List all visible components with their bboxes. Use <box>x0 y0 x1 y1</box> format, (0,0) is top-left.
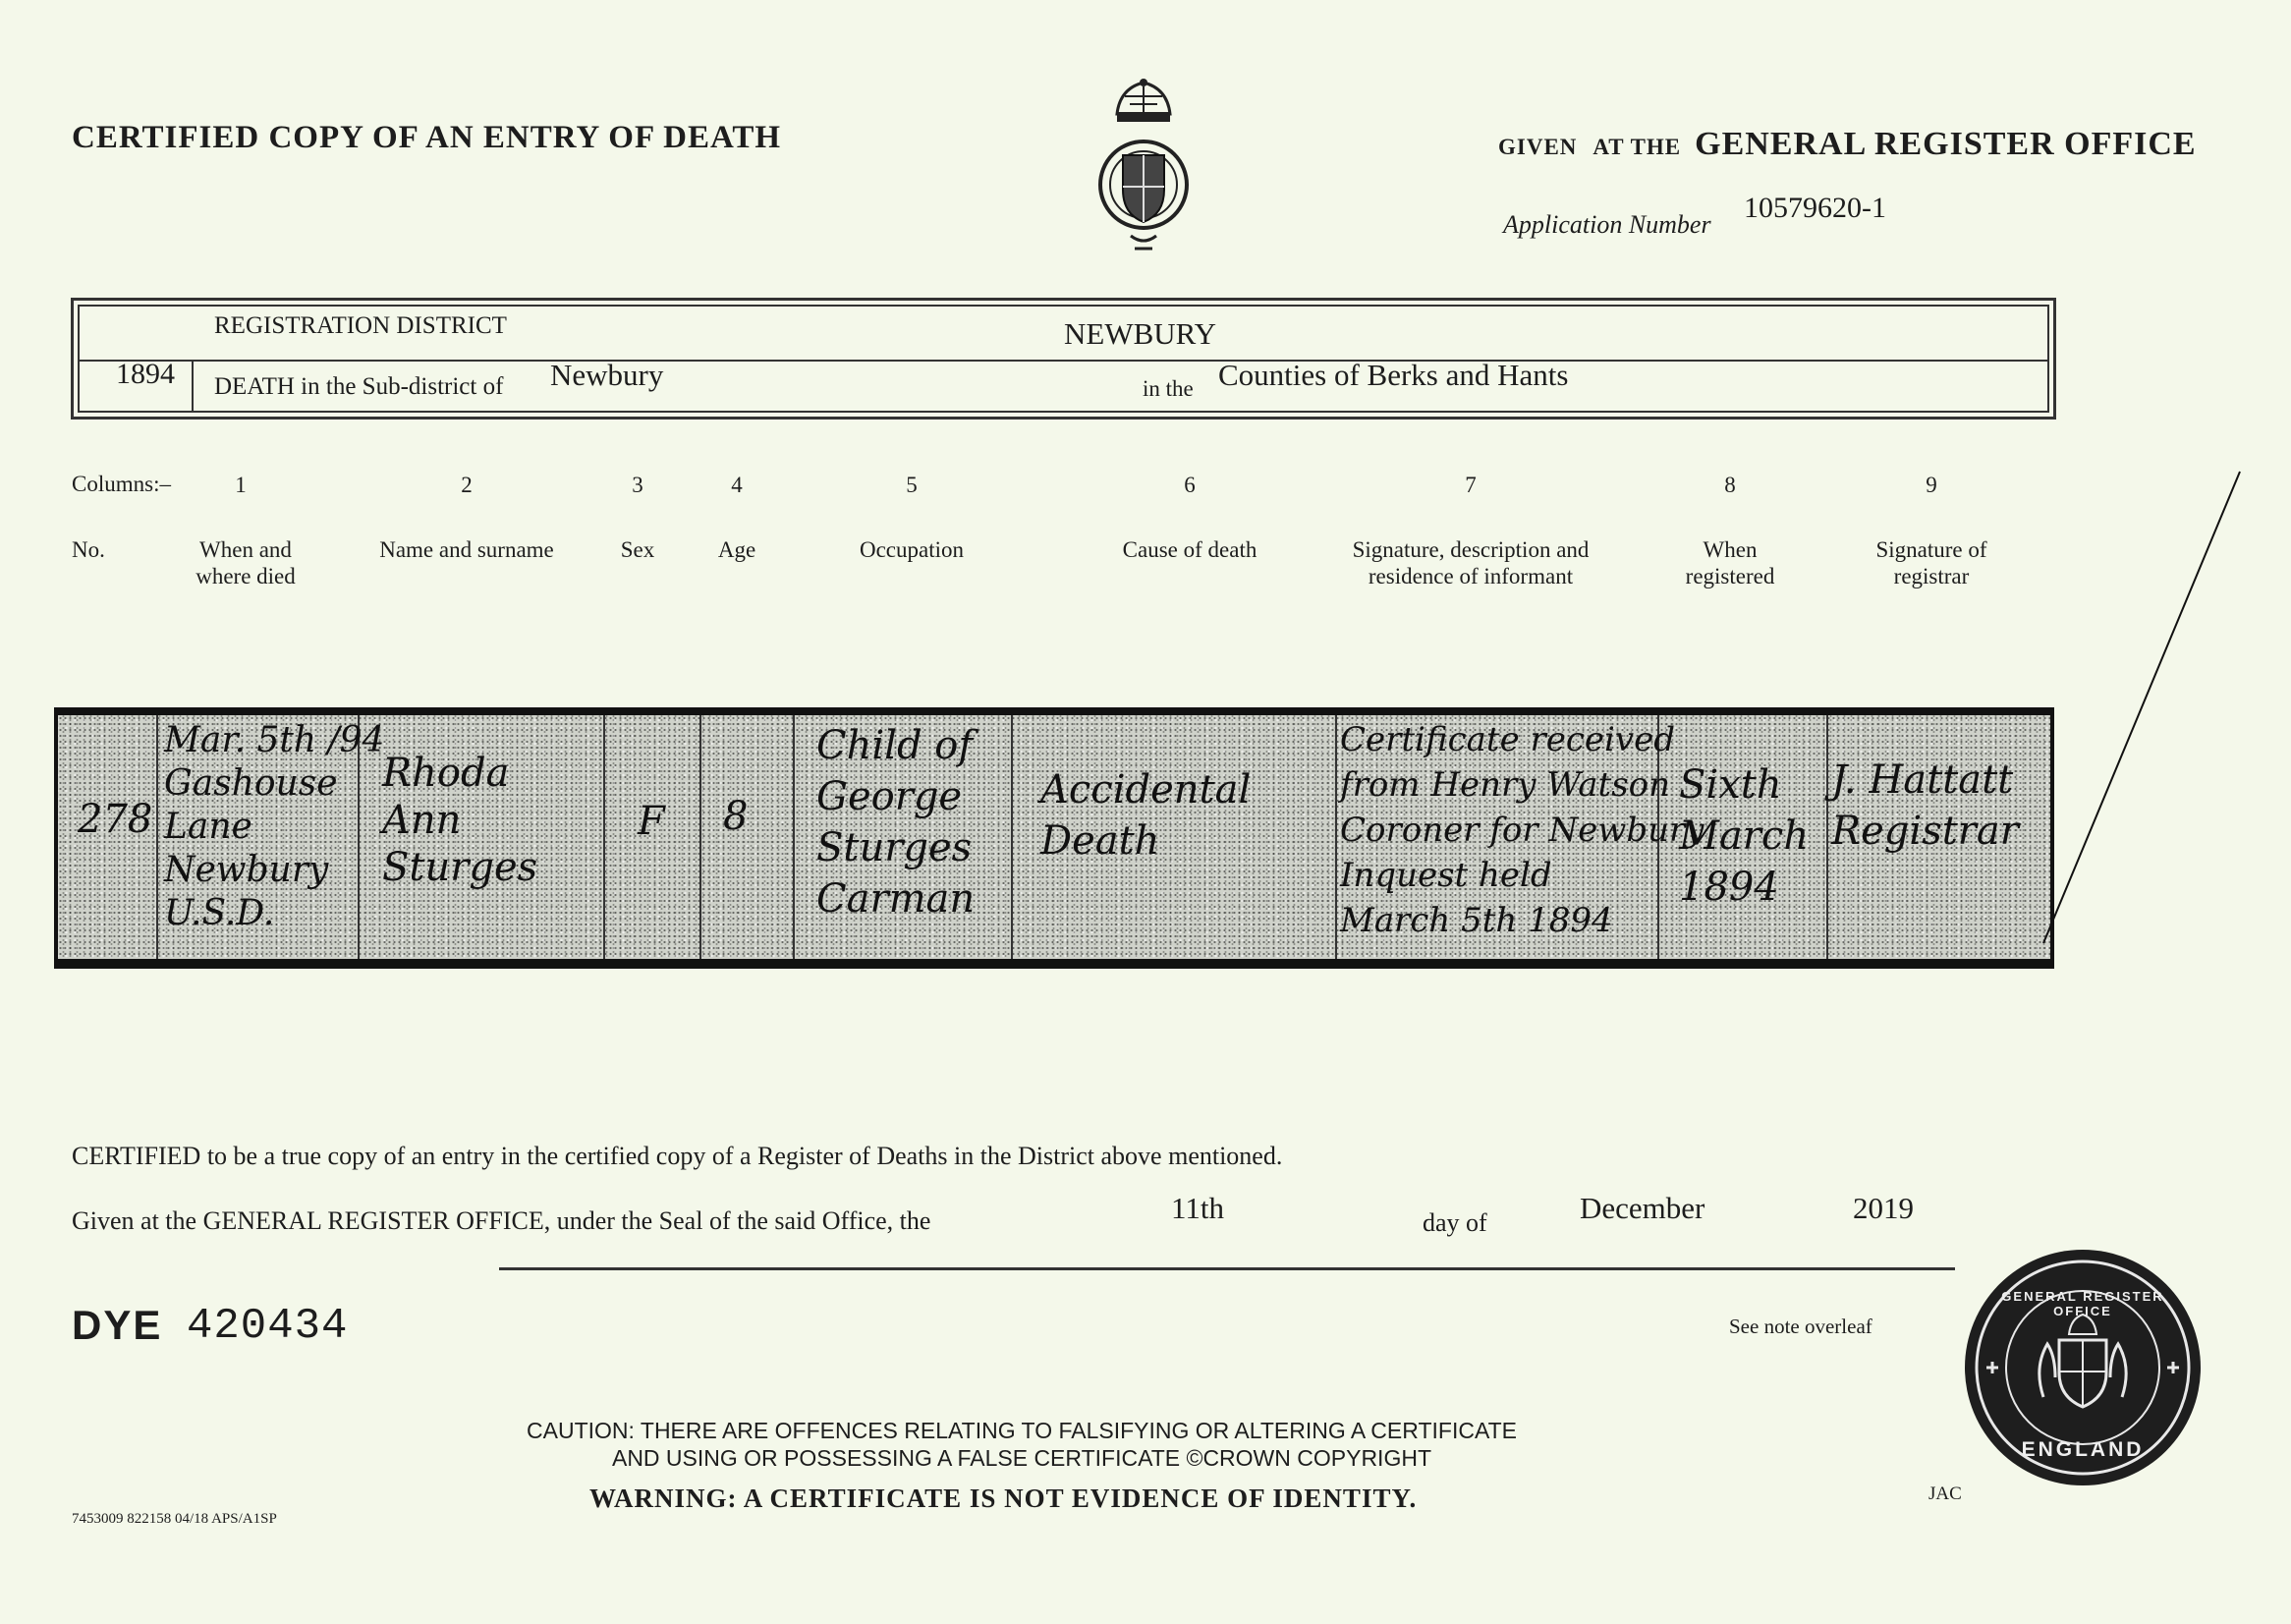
columns-label: Columns:– <box>72 472 171 496</box>
cancellation-line <box>2034 462 2250 992</box>
column-number: 2 <box>461 473 473 497</box>
entry-registered: Sixth March 1894 <box>1679 762 1810 910</box>
header-no: No. <box>72 537 105 562</box>
column-number: 9 <box>1926 473 1937 497</box>
certified-day: 11th <box>1171 1191 1224 1225</box>
entry-number: 278 <box>78 797 153 842</box>
signature-rule <box>499 1267 1955 1270</box>
column-number: 1 <box>235 473 247 497</box>
warning-text: WARNING: A CERTIFICATE IS NOT EVIDENCE OF IDENTITY. <box>589 1484 1418 1513</box>
entry-informant: Certificate received from Henry Watson Coroner for Newbury Inquest held March 5th 1894 <box>1340 720 1704 940</box>
column-number: 3 <box>632 473 643 497</box>
district-value: NEWBURY <box>1064 316 1216 351</box>
header-sex: Sex <box>620 537 655 562</box>
application-label: Application Number <box>1503 210 1711 239</box>
district-label: REGISTRATION DISTRICT <box>214 312 507 339</box>
given-at-line <box>1498 126 2197 163</box>
seal-top-text: GENERAL REGISTER OFFICE <box>2001 1289 2164 1318</box>
footer-code: 7453009 822158 04/18 APS/A1SP <box>72 1511 277 1527</box>
subdistrict-label: DEATH in the Sub-district of <box>214 373 504 400</box>
column-number: 7 <box>1465 473 1477 497</box>
certified-month: December <box>1580 1191 1705 1225</box>
given-label: GIVEN <box>1498 135 1578 159</box>
initials: JAC <box>1928 1484 1962 1504</box>
entry-cause: Accidental Death <box>1040 767 1252 864</box>
header-name: Name and surname <box>379 537 554 562</box>
certified-statement: CERTIFIED to be a true copy of an entry in the certified copy of a Register of Deaths in the District above mentioned. <box>72 1142 1283 1170</box>
entry-when-where: Mar. 5th /94 Gashouse Lane Newbury U.S.D. <box>164 720 385 933</box>
county-value: Counties of Berks and Hants <box>1218 358 1569 392</box>
entry-occupation: Child of George Sturges Carman <box>816 723 976 922</box>
in-the-label: in the <box>1143 376 1194 401</box>
entry-registrar: J. Hattatt Registrar <box>1831 757 2019 854</box>
office-name: GENERAL REGISTER OFFICE <box>1695 126 2197 162</box>
certified-year: 2019 <box>1853 1191 1914 1225</box>
subdistrict-value: Newbury <box>550 358 664 392</box>
header-when-where: When and where died <box>196 537 296 588</box>
caution-text: CAUTION: THERE ARE OFFENCES RELATING TO FALSIFYING OR ALTERING A CERTIFICATE AND USING OR POSSESSING A FALSE CERTIFICATE ©CROWN COPYRIGHT <box>527 1418 1517 1471</box>
certificate-title: CERTIFIED COPY OF AN ENTRY OF DEATH <box>72 120 782 155</box>
column-number: 6 <box>1184 473 1196 497</box>
given-statement: Given at the GENERAL REGISTER OFFICE, under the Seal of the said Office, the <box>72 1206 931 1235</box>
application-number: 10579620-1 <box>1744 192 1886 224</box>
see-note: See note overleaf <box>1729 1315 1872 1338</box>
serial-number: 420434 <box>187 1302 349 1351</box>
header-age: Age <box>717 537 756 562</box>
entry-sex: F <box>638 799 665 844</box>
header-registered: When registered <box>1685 537 1775 588</box>
seal-bottom-text: ENGLAND <box>2021 1438 2145 1461</box>
day-of-label: day of <box>1423 1208 1487 1237</box>
header-registrar: Signature of registrar <box>1875 537 1987 588</box>
header-cause: Cause of death <box>1122 537 1257 562</box>
gro-seal <box>1965 1250 2201 1485</box>
serial-prefix: DYE <box>72 1302 163 1348</box>
entry-age: 8 <box>723 794 749 839</box>
column-number: 8 <box>1724 473 1736 497</box>
header-occupation: Occupation <box>859 537 964 562</box>
column-number: 4 <box>731 473 743 497</box>
royal-crest-icon <box>1095 77 1192 258</box>
column-number: 5 <box>906 473 918 497</box>
register-entry-strip <box>54 707 2054 969</box>
registration-year: 1894 <box>116 358 175 390</box>
entry-name: Rhoda Ann Sturges <box>382 751 538 890</box>
at-the-label: AT THE <box>1593 135 1682 159</box>
header-informant: Signature, description and residence of informant <box>1352 537 1590 588</box>
